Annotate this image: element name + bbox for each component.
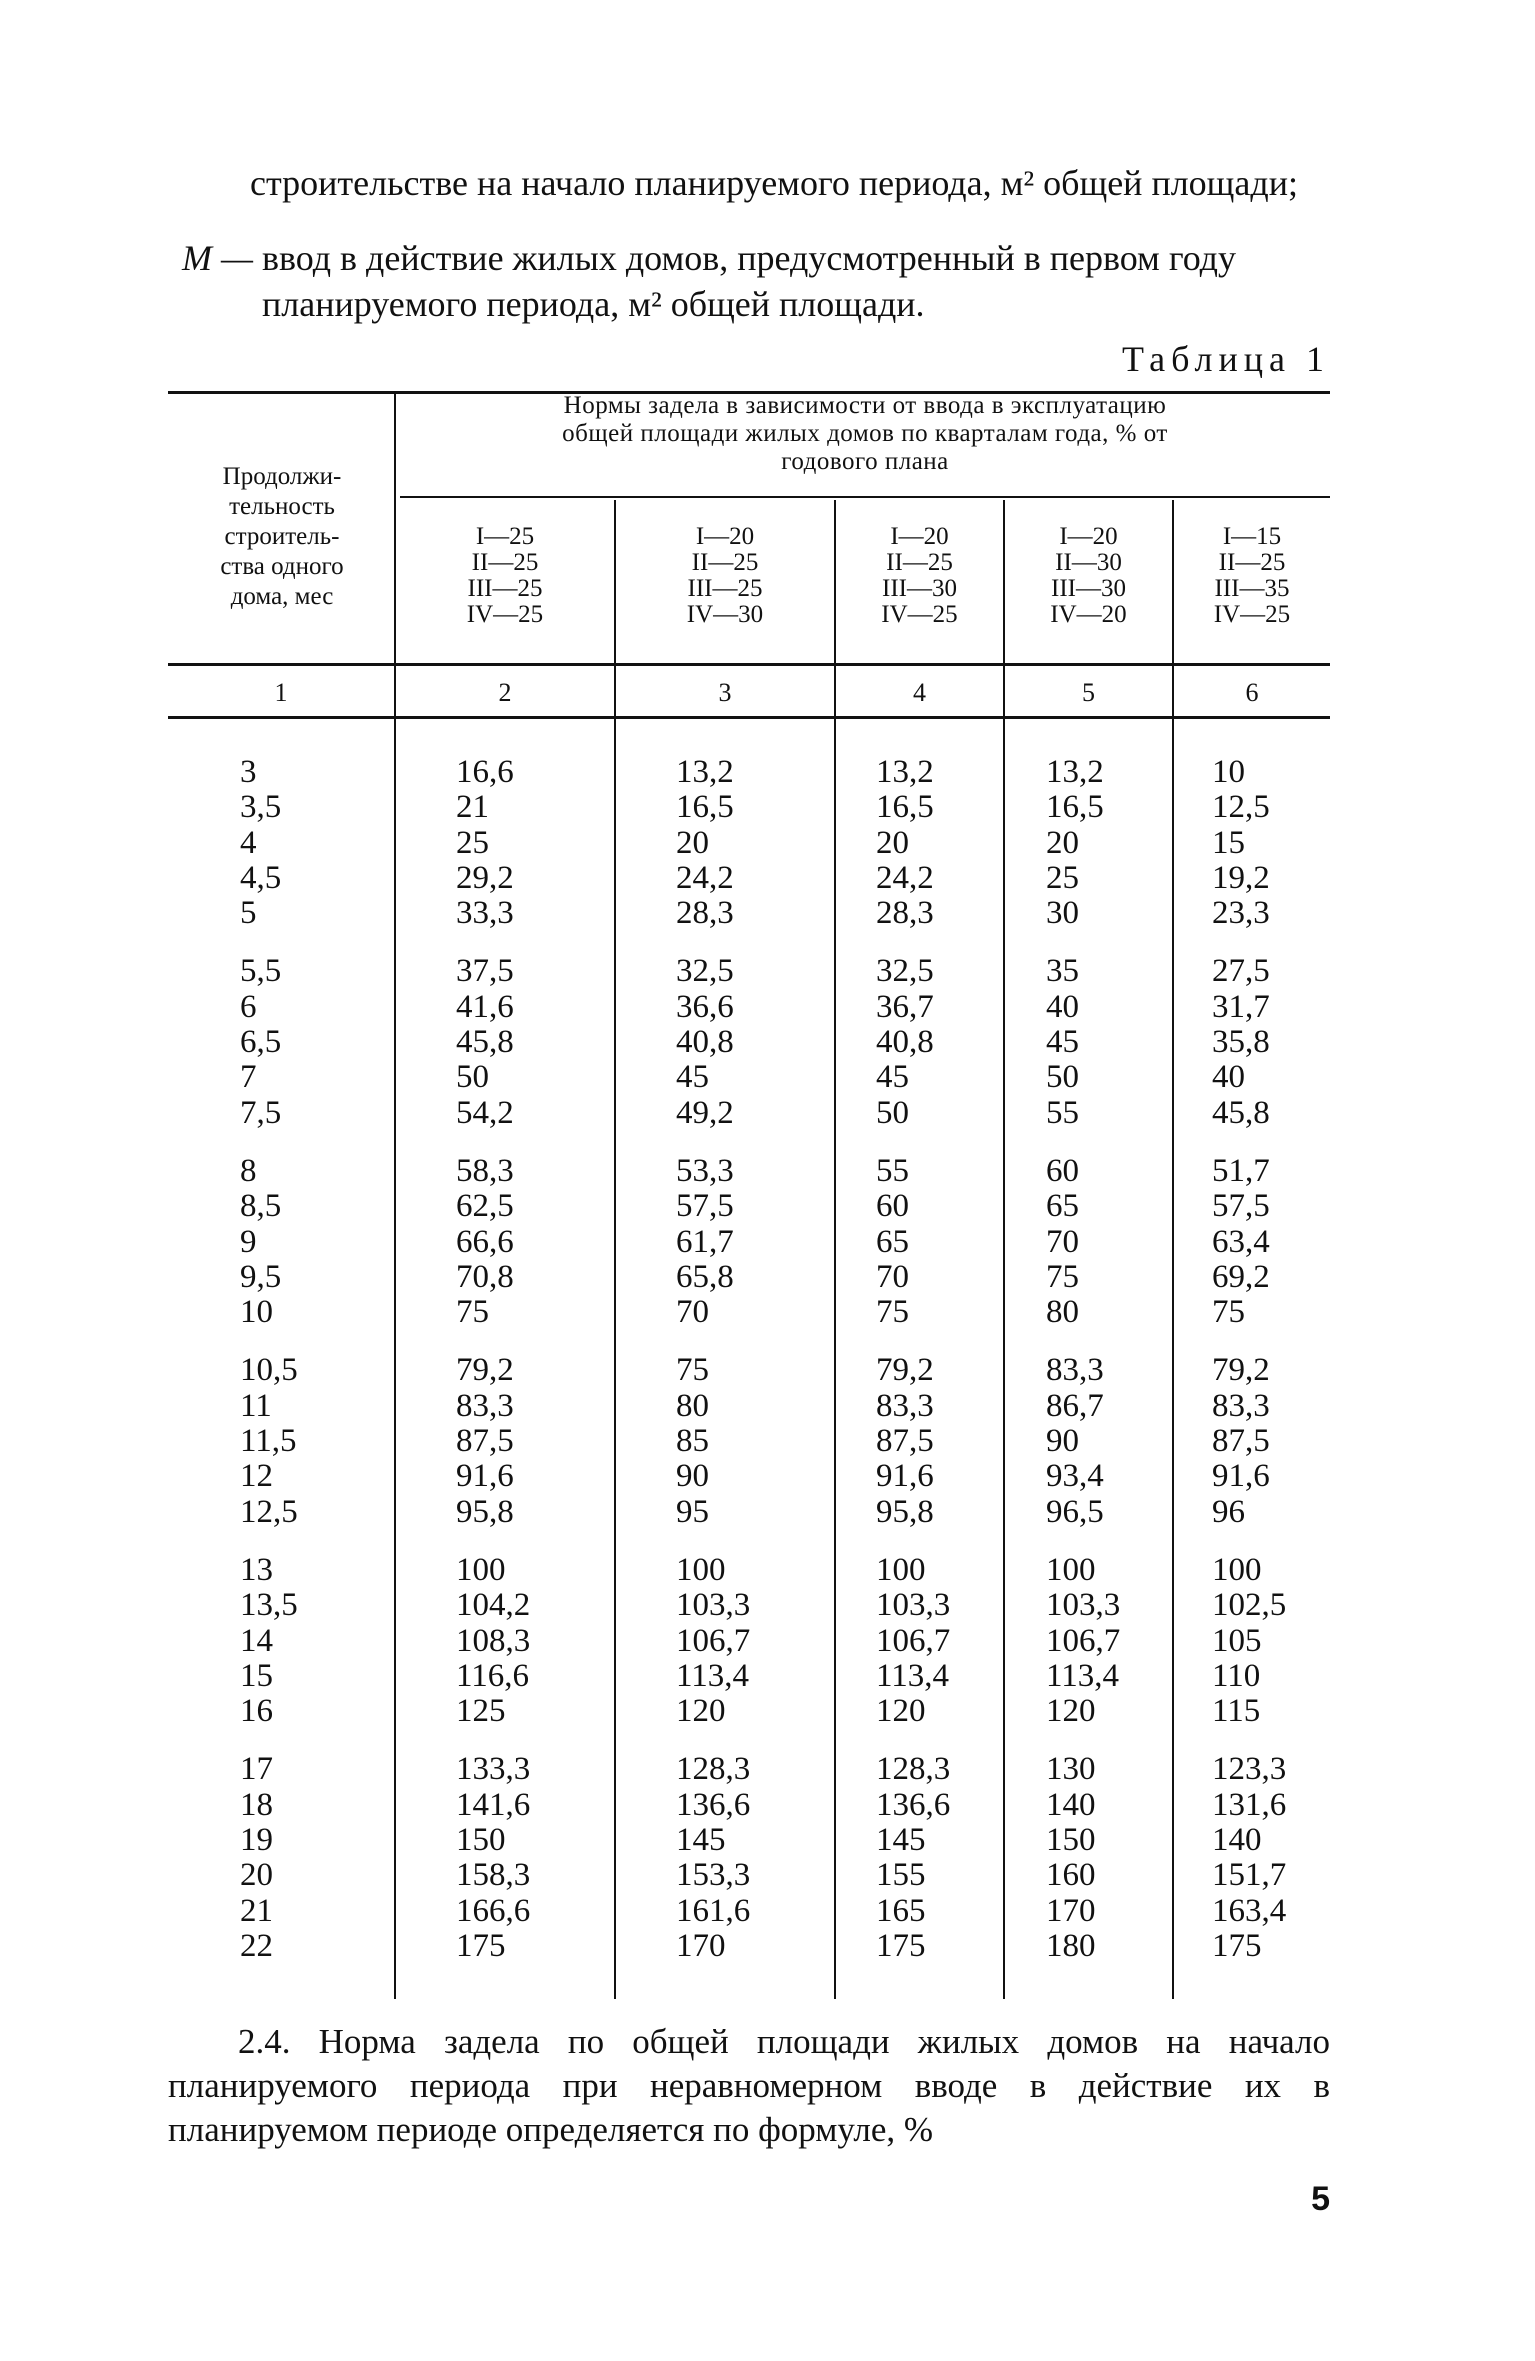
norm-cell: 19,2: [1212, 859, 1270, 896]
norm-cell: 100: [876, 1551, 926, 1588]
norm-cell: 145: [676, 1822, 726, 1859]
header-norms-line: общей площади жилых домов по кварталам года, % от: [562, 420, 1168, 447]
duration-cell: 3: [240, 754, 257, 790]
norm-cell: 63,4: [1212, 1223, 1270, 1260]
column-duration: [240, 755, 298, 1964]
colnum-bottom-rule: [168, 716, 1330, 719]
norm-cell: 120: [676, 1693, 726, 1730]
norm-cell: 136,6: [876, 1786, 951, 1823]
norm-cell: 40: [1212, 1059, 1245, 1096]
norm-cell: 83,3: [1046, 1352, 1104, 1389]
duration-cell: 7,5: [240, 1094, 282, 1131]
norm-cell: 93,4: [1046, 1458, 1104, 1495]
quarter-line: II—25: [1218, 549, 1286, 576]
norm-cell: 79,2: [876, 1352, 934, 1389]
norm-cell: 37,5: [456, 953, 514, 990]
quarter-header-col3: [616, 524, 834, 628]
norm-cell: 131,6: [1212, 1786, 1287, 1823]
norm-cell: 16,5: [876, 789, 934, 826]
norm-cell: 40,8: [876, 1024, 934, 1061]
norm-cell: 140: [1212, 1822, 1262, 1859]
norm-cell: 16,5: [1046, 789, 1104, 826]
table-title: Таблица 1: [1122, 339, 1330, 379]
norm-cell: 83,3: [1212, 1387, 1270, 1424]
group-spacer: [676, 1131, 750, 1154]
norm-cell: 166,6: [456, 1892, 531, 1929]
norm-cell: 57,5: [676, 1188, 734, 1225]
header-norms-line: Нормы задела в зависимости от ввода в эксплуатацию: [563, 392, 1167, 419]
norm-cell: 20: [1046, 824, 1079, 861]
duration-cell: 16: [240, 1693, 273, 1730]
duration-cell: 10,5: [240, 1352, 298, 1389]
group-spacer: [876, 1330, 950, 1353]
norm-cell: 151,7: [1212, 1857, 1287, 1894]
duration-cell: 5,5: [240, 953, 282, 990]
norm-cell: 70,8: [456, 1258, 514, 1295]
column-number: 1: [274, 678, 288, 707]
norm-cell: 65,8: [676, 1258, 734, 1295]
norm-cell: 80: [1046, 1294, 1079, 1331]
quarter-header-col4: [836, 524, 1003, 628]
norm-cell: 83,3: [456, 1387, 514, 1424]
group-spacer: [240, 1729, 298, 1752]
norm-cell: 163,4: [1212, 1892, 1287, 1929]
norm-cell: 12,5: [1212, 789, 1270, 826]
norm-cell: 35,8: [1212, 1024, 1270, 1061]
norm-cell: 95,8: [456, 1493, 514, 1530]
norm-cell: 75: [1046, 1258, 1079, 1295]
norm-cell: 62,5: [456, 1188, 514, 1225]
norm-cell: 100: [1212, 1551, 1262, 1588]
duration-cell: 3,5: [240, 789, 282, 826]
quarter-line: II—30: [1055, 549, 1122, 576]
duration-cell: 15: [240, 1657, 273, 1694]
norm-cell: 145: [876, 1822, 926, 1859]
norm-cell: 50: [1046, 1059, 1079, 1096]
duration-cell: 8,5: [240, 1188, 282, 1225]
norm-cell: 130: [1046, 1751, 1096, 1788]
norm-cell: 33,3: [456, 895, 514, 932]
norm-cell: 91,6: [876, 1458, 934, 1495]
norm-cell: 28,3: [876, 895, 934, 932]
norm-cell: 21: [456, 789, 489, 826]
norm-cell: 175: [456, 1927, 506, 1964]
duration-cell: 20: [240, 1857, 273, 1894]
header-norms-line: годового плана: [781, 448, 949, 475]
norm-cell: 15: [1212, 824, 1245, 861]
column-number: 2: [498, 678, 512, 707]
norm-cell: 120: [1046, 1693, 1096, 1730]
group-spacer: [1046, 1330, 1120, 1353]
norm-cell: 79,2: [456, 1352, 514, 1389]
norm-cell: 96: [1212, 1493, 1245, 1530]
norm-cell: 24,2: [676, 859, 734, 896]
col-divider-3: [834, 500, 836, 1999]
quarter-line: I—15: [1222, 523, 1282, 550]
duration-cell: 4,5: [240, 859, 282, 896]
group-spacer: [876, 1131, 950, 1154]
norm-cell: 140: [1046, 1786, 1096, 1823]
group-spacer: [240, 1131, 298, 1154]
col-divider-5: [1172, 500, 1174, 1999]
norm-cell: 50: [456, 1059, 489, 1096]
norm-cell: 45,8: [1212, 1094, 1270, 1131]
norm-cell: 128,3: [876, 1751, 951, 1788]
norm-cell: 10: [1212, 754, 1245, 790]
paragraph-body: [168, 2020, 1330, 2152]
norm-cell: 61,7: [676, 1223, 734, 1260]
duration-cell: 13,5: [240, 1587, 298, 1624]
norm-cell: 49,2: [676, 1094, 734, 1131]
header-norms: [400, 392, 1330, 476]
group-spacer: [876, 931, 950, 954]
group-spacer: [676, 931, 750, 954]
norm-cell: 51,7: [1212, 1152, 1270, 1189]
norm-cell: 20: [676, 824, 709, 861]
norm-cell: 87,5: [1212, 1423, 1270, 1460]
quarter-line: III—30: [882, 575, 957, 602]
norm-cell: 29,2: [456, 859, 514, 896]
norm-cell: 106,7: [876, 1622, 951, 1659]
header-duration-line: дома, мес: [230, 583, 334, 610]
norm-cell: 115: [1212, 1693, 1261, 1730]
norm-cell: 53,3: [676, 1152, 734, 1189]
norm-cell: 66,6: [456, 1223, 514, 1260]
group-spacer: [676, 1729, 750, 1752]
header-duration: [168, 462, 396, 612]
quarter-line: I—20: [1059, 523, 1118, 550]
norm-cell: 104,2: [456, 1587, 531, 1624]
norm-cell: 103,3: [876, 1587, 951, 1624]
norm-cell: 116,6: [456, 1657, 530, 1694]
group-spacer: [1046, 1729, 1120, 1752]
norm-cell: 75: [676, 1352, 709, 1389]
norm-cell: 150: [456, 1822, 506, 1859]
norm-cell: 83,3: [876, 1387, 934, 1424]
norm-cell: 70: [876, 1258, 909, 1295]
norm-cell: 91,6: [456, 1458, 514, 1495]
duration-cell: 14: [240, 1622, 273, 1659]
group-spacer: [1046, 1530, 1120, 1553]
norm-cell: 32,5: [676, 953, 734, 990]
header-duration-line: тельность: [229, 493, 335, 520]
norm-cell: 45: [676, 1059, 709, 1096]
norm-cell: 165: [876, 1892, 926, 1929]
duration-cell: 8: [240, 1152, 257, 1189]
norm-cell: 45: [1046, 1024, 1079, 1061]
norm-cell: 25: [1046, 859, 1079, 896]
norm-cell: 91,6: [1212, 1458, 1270, 1495]
quarter-line: III—35: [1214, 575, 1290, 602]
paragraph-number: 2.4.: [238, 2022, 291, 2061]
group-spacer: [876, 1729, 950, 1752]
norm-cell: 100: [456, 1551, 506, 1588]
quarter-header-col2: [396, 524, 614, 628]
norm-cell: 25: [456, 824, 489, 861]
quarter-line: II—25: [691, 549, 759, 576]
norm-cell: 28,3: [676, 895, 734, 932]
norm-cell: 95,8: [876, 1493, 934, 1530]
norm-cell: 65: [1046, 1188, 1079, 1225]
col-divider-1: [394, 394, 396, 1999]
norm-cell: 35: [1046, 953, 1079, 990]
norm-cell: 36,7: [876, 988, 934, 1025]
norm-cell: 60: [876, 1188, 909, 1225]
intro-line-1: строительстве на начало планируемого периода, м² общей площади;: [250, 163, 1298, 203]
header-duration-line: Продолжи-: [222, 463, 342, 490]
duration-cell: 12: [240, 1458, 273, 1495]
duration-cell: 11: [240, 1387, 272, 1424]
quarter-line: I—25: [475, 523, 535, 550]
norm-cell: 27,5: [1212, 953, 1270, 990]
norm-cell: 16,5: [676, 789, 734, 826]
group-spacer: [1212, 1330, 1286, 1353]
norm-cell: 141,6: [456, 1786, 531, 1823]
norm-cell: 70: [1046, 1223, 1079, 1260]
norm-cell: 13,2: [876, 754, 934, 790]
group-spacer: [240, 1530, 298, 1553]
norm-cell: 54,2: [456, 1094, 514, 1131]
norm-cell: 85: [676, 1423, 709, 1460]
norm-cell: 36,6: [676, 988, 734, 1025]
norm-cell: 120: [876, 1693, 926, 1730]
norm-cell: 32,5: [876, 953, 934, 990]
norm-cell: 100: [1046, 1551, 1096, 1588]
quarter-line: III—30: [1051, 575, 1126, 602]
norm-cell: 55: [1046, 1094, 1079, 1131]
duration-cell: 4: [240, 824, 257, 861]
norm-cell: 170: [1046, 1892, 1096, 1929]
norm-cell: 16,6: [456, 754, 514, 790]
norm-cell: 133,3: [456, 1751, 531, 1788]
duration-cell: 10: [240, 1294, 273, 1331]
norm-cell: 30: [1046, 895, 1079, 932]
norm-cell: 86,7: [1046, 1387, 1104, 1424]
quarter-line: IV—25: [881, 601, 958, 628]
norm-cell: 150: [1046, 1822, 1096, 1859]
duration-cell: 21: [240, 1892, 273, 1929]
quarter-line: IV—25: [466, 601, 544, 628]
quarter-line: III—25: [687, 575, 763, 602]
norm-cell: 41,6: [456, 988, 514, 1025]
group-spacer: [456, 1530, 530, 1553]
norm-cell: 100: [676, 1551, 726, 1588]
norm-cell: 161,6: [676, 1892, 751, 1929]
group-spacer: [456, 931, 530, 954]
norm-cell: 75: [1212, 1294, 1245, 1331]
quarter-line: III—25: [467, 575, 543, 602]
group-spacer: [676, 1330, 750, 1353]
norm-cell: 158,3: [456, 1857, 531, 1894]
norm-cell: 113,4: [1046, 1657, 1120, 1694]
norm-cell: 65: [876, 1223, 909, 1260]
norm-cell: 123,3: [1212, 1751, 1287, 1788]
intro-line-2: [182, 235, 1332, 327]
group-spacer: [456, 1729, 530, 1752]
col-divider-4: [1003, 500, 1005, 1999]
header-duration-line: ства одного: [220, 553, 344, 580]
norm-cell: 31,7: [1212, 988, 1270, 1025]
norm-cell: 23,3: [1212, 895, 1270, 932]
norm-cell: 153,3: [676, 1857, 751, 1894]
norm-cell: 90: [676, 1458, 709, 1495]
duration-cell: 7: [240, 1059, 257, 1096]
norm-cell: 90: [1046, 1423, 1079, 1460]
column-4: [876, 755, 950, 1964]
norm-cell: 13,2: [676, 754, 734, 790]
quarter-line: IV—25: [1213, 601, 1291, 628]
norm-cell: 105: [1212, 1622, 1262, 1659]
duration-cell: 6,5: [240, 1024, 282, 1061]
norm-cell: 87,5: [456, 1423, 514, 1460]
quarter-line: II—25: [471, 549, 539, 576]
norm-cell: 69,2: [1212, 1258, 1270, 1295]
norm-cell: 108,3: [456, 1622, 531, 1659]
norm-cell: 110: [1212, 1657, 1261, 1694]
norm-cell: 57,5: [1212, 1188, 1270, 1225]
norm-cell: 70: [676, 1294, 709, 1331]
norm-cell: 13,2: [1046, 754, 1104, 790]
page-number: 5: [1311, 2180, 1330, 2218]
norm-cell: 95: [676, 1493, 709, 1530]
group-spacer: [1212, 1131, 1286, 1154]
duration-cell: 9: [240, 1223, 257, 1260]
norm-cell: 20: [876, 824, 909, 861]
group-spacer: [456, 1330, 530, 1353]
norms-header-rule: [400, 496, 1330, 498]
duration-cell: 11,5: [240, 1423, 297, 1460]
group-spacer: [456, 1131, 530, 1154]
norm-cell: 113,4: [876, 1657, 950, 1694]
norm-cell: 113,4: [676, 1657, 750, 1694]
column-6: [1212, 755, 1286, 1964]
duration-cell: 5: [240, 895, 257, 932]
quarter-line: IV—30: [686, 601, 764, 628]
norm-cell: 75: [456, 1294, 489, 1331]
duration-cell: 13: [240, 1551, 273, 1588]
duration-cell: 9,5: [240, 1258, 282, 1295]
group-spacer: [876, 1530, 950, 1553]
norm-cell: 45,8: [456, 1024, 514, 1061]
norm-cell: 24,2: [876, 859, 934, 896]
column-2: [456, 755, 530, 1964]
column-3: [676, 755, 750, 1964]
norm-cell: 102,5: [1212, 1587, 1287, 1624]
norm-cell: 96,5: [1046, 1493, 1104, 1530]
group-spacer: [1046, 931, 1120, 954]
duration-cell: 6: [240, 988, 257, 1025]
norm-cell: 58,3: [456, 1152, 514, 1189]
norm-cell: 87,5: [876, 1423, 934, 1460]
norm-cell: 79,2: [1212, 1352, 1270, 1389]
quarter-line: IV—20: [1050, 601, 1127, 628]
norm-cell: 128,3: [676, 1751, 751, 1788]
duration-cell: 19: [240, 1822, 273, 1859]
group-spacer: [1212, 931, 1286, 954]
norm-cell: 75: [876, 1294, 909, 1331]
group-spacer: [1046, 1131, 1120, 1154]
group-spacer: [676, 1530, 750, 1553]
group-spacer: [1212, 1729, 1286, 1752]
header-bottom-rule: [168, 663, 1330, 666]
group-spacer: [1212, 1530, 1286, 1553]
norm-cell: 40: [1046, 988, 1079, 1025]
norm-cell: 136,6: [676, 1786, 751, 1823]
duration-cell: 17: [240, 1751, 273, 1788]
quarter-line: I—20: [695, 523, 755, 550]
norm-cell: 155: [876, 1857, 926, 1894]
norm-cell: 175: [1212, 1927, 1262, 1964]
quarter-line: II—25: [886, 549, 953, 576]
group-spacer: [240, 931, 298, 954]
paragraph-text: Норма задела по общей площади жилых домов на начало планируемого периода при неравномерном вводе в действие их в планируемом периоде определяется по формуле, %: [168, 2022, 1330, 2149]
norm-cell: 175: [876, 1927, 926, 1964]
norm-cell: 45: [876, 1059, 909, 1096]
column-number: 6: [1245, 678, 1259, 707]
duration-cell: 12,5: [240, 1493, 298, 1530]
norm-cell: 125: [456, 1693, 506, 1730]
quarter-header-col5: [1005, 524, 1172, 628]
norm-cell: 180: [1046, 1927, 1096, 1964]
column-number: 5: [1082, 678, 1095, 707]
norm-cell: 103,3: [676, 1587, 751, 1624]
col-divider-2: [614, 500, 616, 1999]
column-number: 3: [718, 678, 732, 707]
group-spacer: [240, 1330, 298, 1353]
quarter-header-col6: [1174, 524, 1330, 628]
paragraph-2-4: [168, 2020, 1330, 2152]
duration-cell: 22: [240, 1927, 273, 1964]
norm-cell: 60: [1046, 1152, 1079, 1189]
quarter-line: I—20: [890, 523, 949, 550]
duration-cell: 18: [240, 1786, 273, 1823]
norm-cell: 55: [876, 1152, 909, 1189]
intro-line-2-text: ввод в действие жилых домов, предусмотренный в первом году планируемого периода, м² общей площади.: [262, 238, 1236, 324]
norm-cell: 160: [1046, 1857, 1096, 1894]
norm-cell: 103,3: [1046, 1587, 1121, 1624]
norm-cell: 106,7: [676, 1622, 751, 1659]
norm-cell: 80: [676, 1387, 709, 1424]
norm-cell: 170: [676, 1927, 726, 1964]
norm-cell: 106,7: [1046, 1622, 1121, 1659]
column-number: 4: [913, 678, 926, 707]
norm-cell: 50: [876, 1094, 909, 1131]
norm-cell: 40,8: [676, 1024, 734, 1061]
column-5: [1046, 755, 1120, 1964]
header-duration-line: строитель-: [224, 523, 340, 550]
m-symbol: М —: [182, 238, 253, 278]
